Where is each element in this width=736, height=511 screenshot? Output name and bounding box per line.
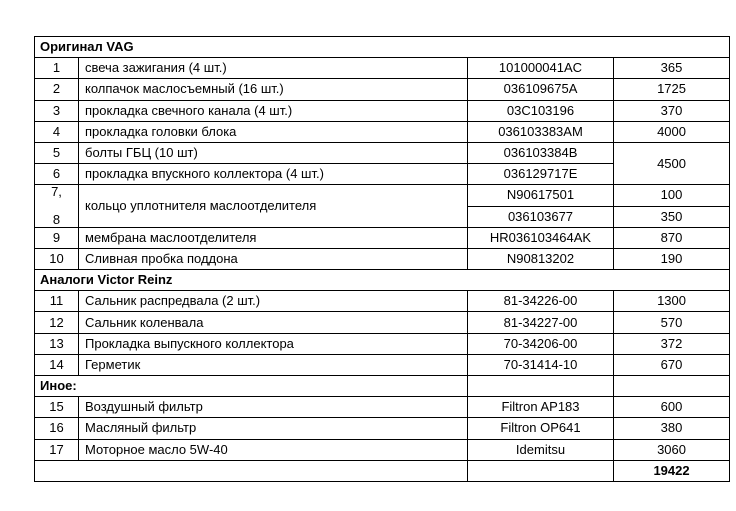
table-row xyxy=(35,397,730,418)
part-code: 81-34226-00 xyxy=(468,291,614,312)
row-number: 9 xyxy=(35,227,79,248)
part-price: 1300 xyxy=(614,291,730,312)
row-number: 8 xyxy=(35,206,79,227)
part-price: 570 xyxy=(614,312,730,333)
section-title: Иное: xyxy=(35,376,468,397)
part-code: 70-31414-10 xyxy=(468,354,614,375)
empty-cell xyxy=(468,376,614,397)
part-code: 036103677 xyxy=(468,206,614,227)
part-code: 81-34227-00 xyxy=(468,312,614,333)
section-header-row xyxy=(35,37,730,58)
row-number: 14 xyxy=(35,354,79,375)
part-name: свеча зажигания (4 шт.) xyxy=(79,58,468,79)
part-code: 036103384B xyxy=(468,142,614,163)
table-row xyxy=(35,100,730,121)
part-code: HR036103464AK xyxy=(468,227,614,248)
row-number: 10 xyxy=(35,248,79,269)
table-row xyxy=(35,312,730,333)
row-number: 1 xyxy=(35,58,79,79)
part-code: N90813202 xyxy=(468,248,614,269)
part-code: Filtron AP183 xyxy=(468,397,614,418)
part-name: колпачок маслосъемный (16 шт.) xyxy=(79,79,468,100)
part-code: 036103383AM xyxy=(468,121,614,142)
part-name: болты ГБЦ (10 шт) xyxy=(79,142,468,163)
part-name: Прокладка выпускного коллектора xyxy=(79,333,468,354)
part-price: 190 xyxy=(614,248,730,269)
row-number: 7, xyxy=(35,185,79,206)
part-price: 670 xyxy=(614,354,730,375)
empty-cell xyxy=(468,460,614,481)
part-price: 370 xyxy=(614,100,730,121)
part-price: 350 xyxy=(614,206,730,227)
part-price: 365 xyxy=(614,58,730,79)
row-number: 12 xyxy=(35,312,79,333)
part-name: прокладка головки блока xyxy=(79,121,468,142)
row-number: 5 xyxy=(35,142,79,163)
part-price: 100 xyxy=(614,185,730,206)
row-number: 13 xyxy=(35,333,79,354)
section-title: Аналоги Victor Reinz xyxy=(35,270,730,291)
part-code: N90617501 xyxy=(468,185,614,206)
table-row xyxy=(35,121,730,142)
part-name: Герметик xyxy=(79,354,468,375)
part-code: Filtron OP641 xyxy=(468,418,614,439)
table-row xyxy=(35,227,730,248)
table-row xyxy=(35,248,730,269)
part-code: 101000041AC xyxy=(468,58,614,79)
row-number: 4 xyxy=(35,121,79,142)
part-price: 1725 xyxy=(614,79,730,100)
part-code: 036109675A xyxy=(468,79,614,100)
table-row xyxy=(35,142,730,163)
table-row xyxy=(35,79,730,100)
part-name: кольцо уплотнителя маслоотделителя xyxy=(79,185,468,227)
part-code: 70-34206-00 xyxy=(468,333,614,354)
row-number: 15 xyxy=(35,397,79,418)
table-row xyxy=(35,439,730,460)
part-name: Моторное масло 5W-40 xyxy=(79,439,468,460)
part-name: Масляный фильтр xyxy=(79,418,468,439)
part-price: 870 xyxy=(614,227,730,248)
table-row xyxy=(35,291,730,312)
part-name: прокладка впускного коллектора (4 шт.) xyxy=(79,164,468,185)
row-number: 2 xyxy=(35,79,79,100)
part-name: Сливная пробка поддона xyxy=(79,248,468,269)
total-row xyxy=(35,460,730,481)
part-name: Сальник распредвала (2 шт.) xyxy=(79,291,468,312)
row-number: 17 xyxy=(35,439,79,460)
section-title: Оригинал VAG xyxy=(35,37,730,58)
part-price: 380 xyxy=(614,418,730,439)
row-number: 3 xyxy=(35,100,79,121)
parts-table xyxy=(34,36,730,482)
row-number: 11 xyxy=(35,291,79,312)
part-code: 036129717E xyxy=(468,164,614,185)
part-price: 372 xyxy=(614,333,730,354)
section-header-row xyxy=(35,270,730,291)
table-row xyxy=(35,354,730,375)
table-row xyxy=(35,333,730,354)
part-name: мембрана маслоотделителя xyxy=(79,227,468,248)
table-row xyxy=(35,418,730,439)
part-price: 600 xyxy=(614,397,730,418)
part-name: Сальник коленвала xyxy=(79,312,468,333)
row-number: 16 xyxy=(35,418,79,439)
part-name: Воздушный фильтр xyxy=(79,397,468,418)
part-code: Idemitsu xyxy=(468,439,614,460)
part-price: 4500 xyxy=(614,142,730,184)
part-code: 03C103196 xyxy=(468,100,614,121)
part-price: 3060 xyxy=(614,439,730,460)
empty-cell xyxy=(614,376,730,397)
table-row xyxy=(35,58,730,79)
total-sum: 19422 xyxy=(614,460,730,481)
part-name: прокладка свечного канала (4 шт.) xyxy=(79,100,468,121)
part-price: 4000 xyxy=(614,121,730,142)
section-header-row xyxy=(35,376,730,397)
empty-cell xyxy=(35,460,468,481)
table-row xyxy=(35,185,730,206)
row-number: 6 xyxy=(35,164,79,185)
